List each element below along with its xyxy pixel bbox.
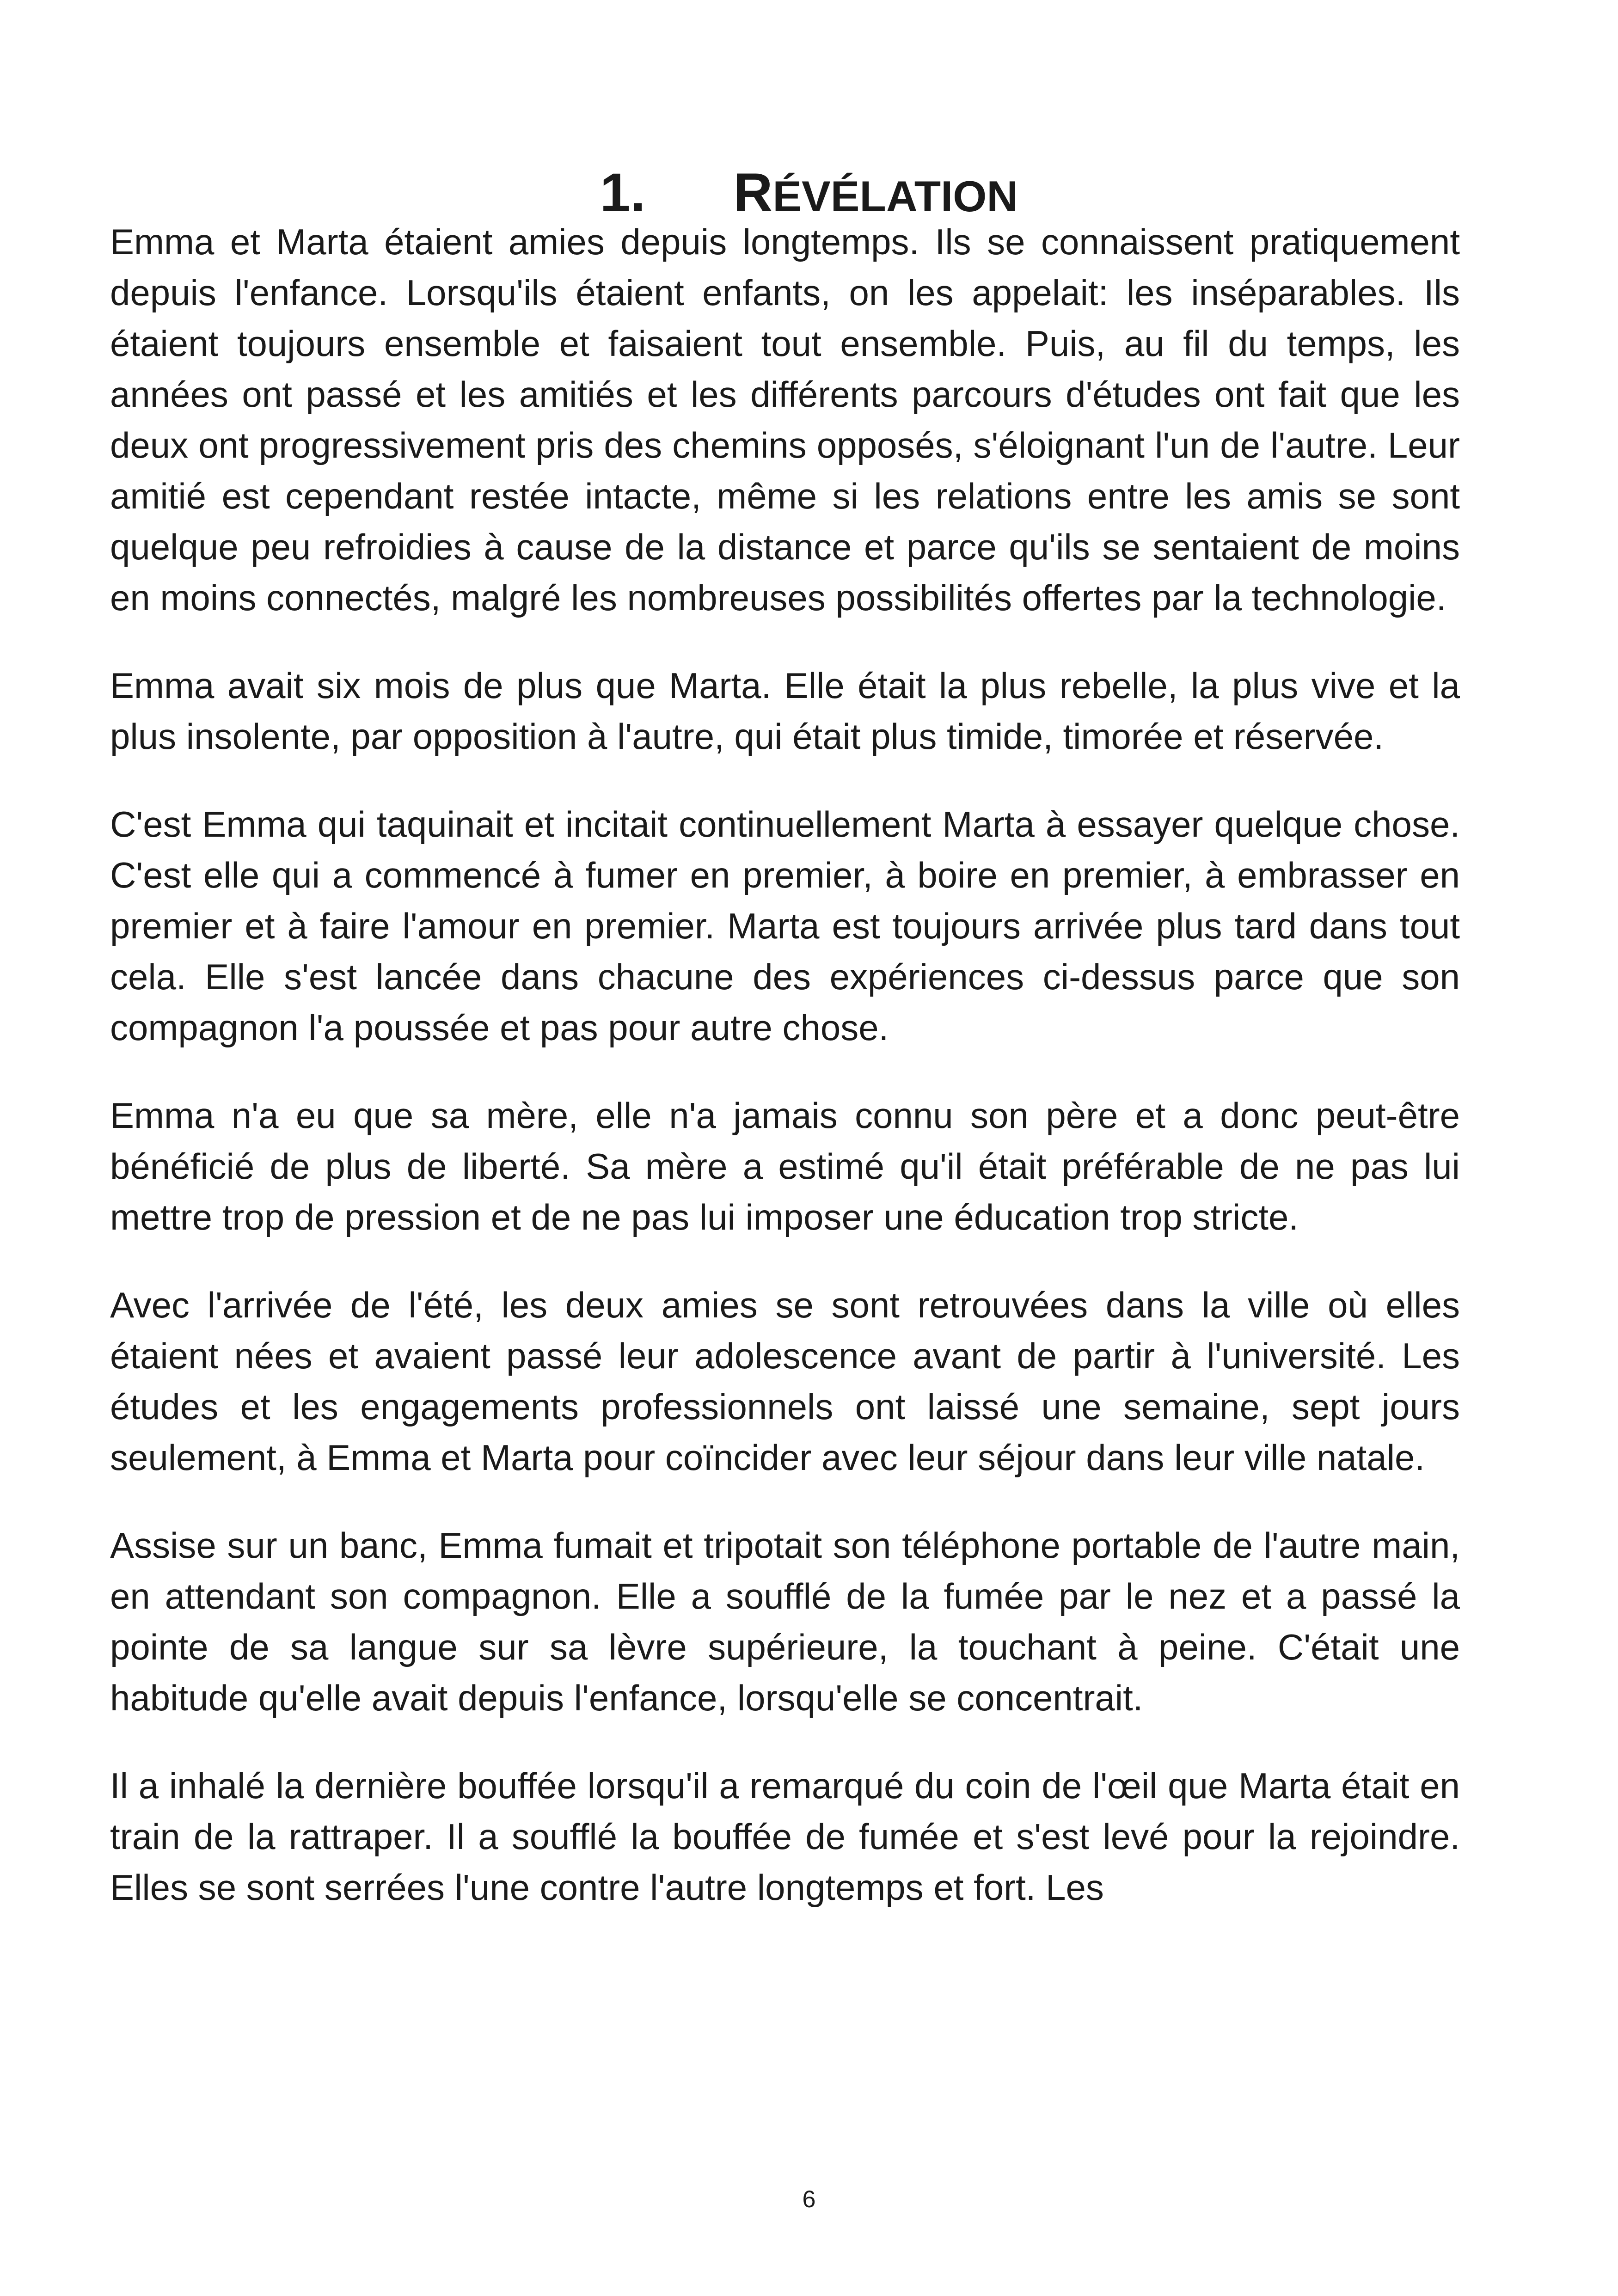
page-number: 6 bbox=[802, 2186, 816, 2213]
paragraph-1: Emma et Marta étaient amies depuis longtemps. Ils se connaissent pratiquement depuis l'enfance. Lorsqu'ils étaient enfants, on les appelait: les inséparables. Ils étaient toujours ensemble et faisaient tout ensemble. Puis, au fil du temps, les années ont passé et les amitiés et les différents parcours d'études ont fait que les deux ont progressivement pris des chemins opposés, s'éloignant l'un de l'autre. Leur amitié est cependant restée intacte, même si les relations entre les amis se sont quelque peu refroidies à cause de la distance et parce qu'ils se sentaient de moins en moins connectés, malgré les nombreuses possibilités offertes par la technologie. bbox=[110, 221, 1460, 618]
chapter-body bbox=[110, 216, 1460, 1950]
chapter-name bbox=[733, 162, 1018, 224]
paragraph-7: Il a inhalé la dernière bouffée lorsqu'il a remarqué du coin de l'œil que Marta était en train de la rattraper. Il a soufflé la bouffée de fumée et s'est levé pour la rejoindre. Elles se sont serrées l'une contre l'autre longtemps et fort. Les bbox=[110, 1765, 1460, 1908]
chapter-name-rest: ÉVÉLATION bbox=[772, 172, 1018, 221]
paragraph-2: Emma avait six mois de plus que Marta. Elle était la plus rebelle, la plus vive et la plus insolente, par opposition à l'autre, qui était plus timide, timorée et réservée. bbox=[110, 665, 1460, 757]
paragraph-4: Emma n'a eu que sa mère, elle n'a jamais connu son père et a donc peut-être bénéficié de plus de liberté. Sa mère a estimé qu'il était préférable de ne pas lui mettre trop de pression et de ne pas lui imposer une éducation trop stricte. bbox=[110, 1095, 1460, 1237]
chapter-name-initial: R bbox=[733, 162, 773, 224]
paragraph-5: Avec l'arrivée de l'été, les deux amies se sont retrouvées dans la ville où elles étaient nées et avaient passé leur adolescence avant de partir à l'université. Les études et les engagements professionnels ont laissé une semaine, sept jours seulement, à Emma et Marta pour coïncider avec leur séjour dans leur ville natale. bbox=[110, 1285, 1460, 1478]
paragraph-3: C'est Emma qui taquinait et incitait continuellement Marta à essayer quelque chose. C'est elle qui a commencé à fumer en premier, à boire en premier, à embrasser en premier et à faire l'amour en premier. Marta est toujours arrivée plus tard dans tout cela. Elle s'est lancée dans chacune des expériences ci-dessus parce que son compagnon l'a poussée et pas pour autre chose. bbox=[110, 804, 1460, 1048]
chapter-number: 1. bbox=[600, 162, 646, 224]
paragraph-6: Assise sur un banc, Emma fumait et tripotait son téléphone portable de l'autre main, en attendant son compagnon. Elle a soufflé de la fumée par le nez et a passé la pointe de sa langue sur sa lèvre supérieure, la touchant à peine. C'était une habitude qu'elle avait depuis l'enfance, lorsqu'elle se concentrait. bbox=[110, 1525, 1460, 1718]
